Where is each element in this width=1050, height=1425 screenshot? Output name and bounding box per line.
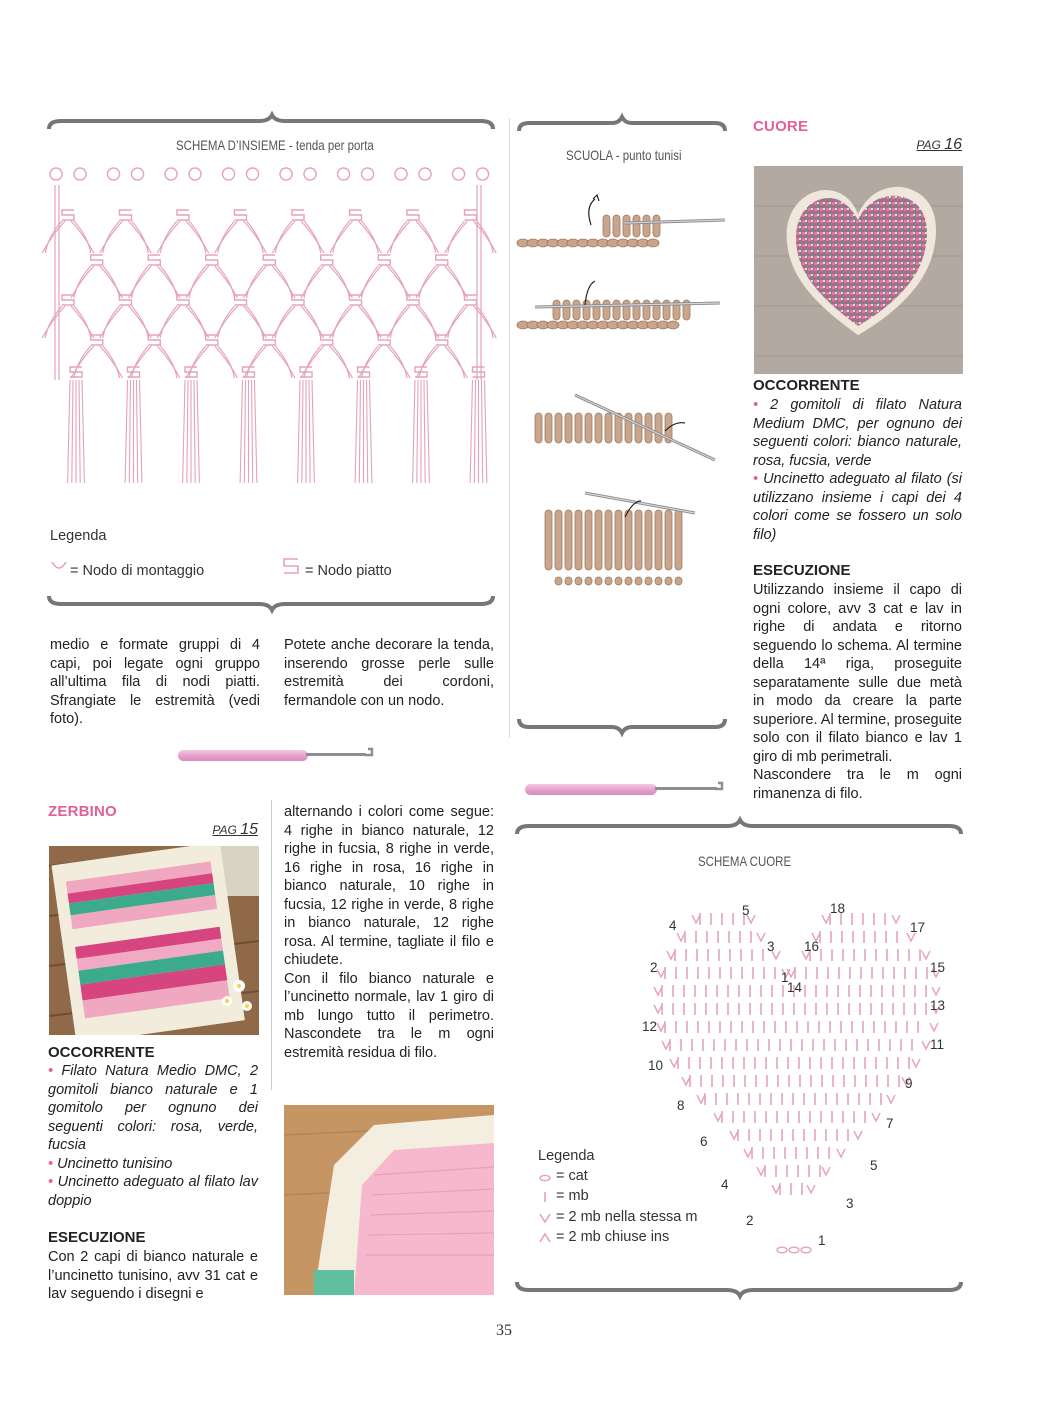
chain-mark [801,1247,811,1253]
row-number: 5 [742,903,750,918]
left-legend-title: Legenda [50,528,107,544]
cuore-occorrente-list [753,396,962,544]
zerbino-occorrente-item [48,1173,258,1210]
schema-cuore-bottom-bracket [515,1280,965,1300]
row-number: 10 [648,1058,664,1073]
curtain-diagram [45,175,495,495]
schema-cuore-title: SCHEMA CUORE [698,853,792,869]
mounting-knot [280,168,316,180]
crochet-hook-illustration [176,740,376,770]
flat-knot [292,210,304,220]
left-panel-title: SCHEMA D’INSIEME - tenda per porta [176,137,374,153]
left-legend-item-2: = Nodo piatto [305,563,392,579]
cuore-heading: CUORE [753,118,809,135]
row-number: 5 [870,1158,878,1173]
flat-knot [350,210,362,220]
zerbino-occorrente-item [48,1062,258,1155]
flat-knot [436,255,448,265]
mounting-knot [50,168,86,180]
row-number: 1 [781,970,789,985]
left-panel-bottom-bracket [47,594,497,614]
tenda-text-col1: medio e formate gruppi di 4 capi, poi legate ogni gruppo all’ultima fila di nodi piatti. Sfrangiate le estremità (vedi foto). [50,637,260,727]
row-number: 4 [669,918,677,933]
row-number: 18 [830,901,846,916]
flat-knot [62,210,74,220]
flat-knot [407,210,419,220]
flat-knot [378,255,390,265]
tenda-text-col2: Potete anche decorare la tenda, inserendo grosse perle sulle estremità dei cordoni, fermandole con un nodo. [284,637,494,709]
cuore-occorrente-item-2: Uncinetto adeguato al filato (si utilizzano insieme i capi dei 4 colori come se fossero un solo filo) [753,471,962,543]
cuore-occorrente-item [753,470,962,544]
single-crochet-icon [538,1190,552,1204]
zerbino-page-ref [200,821,258,839]
row-number: 3 [846,1196,854,1211]
mounting-knot [223,168,259,180]
row-number: 17 [910,920,926,935]
row-number: 13 [930,998,946,1013]
chain-mark [777,1247,787,1253]
cuore-occorrente-item [753,396,962,470]
row-number: 12 [642,1019,658,1034]
zerbino-pag-num: 15 [240,821,258,838]
row-number: 16 [804,939,820,954]
left-panel-top-bracket [47,113,497,133]
flat-knot [321,255,333,265]
zerbino-occorrente-heading: OCCORRENTE [48,1044,155,1061]
cuore-esecuzione-paragraph-2: Nascondere tra le m ogni rimanenza di filo. [753,767,962,802]
heart-legend-item-3: = 2 mb nella stessa m [556,1209,698,1225]
heart-legend-title: Legenda [538,1148,595,1164]
bullet-icon: • [48,1174,54,1190]
bullet-icon: • [48,1063,54,1079]
zerbino-esecuzione-heading: ESECUZIONE [48,1229,146,1246]
mounting-knot [338,168,374,180]
zerbino-col2-paragraph-1: alternando i colori come segue: 4 righe in bianco naturale, 12 righe in fucsia, 8 righe in verde, 16 righe in rosa, 16 righe in bianco naturale, 10 righe in fucsia, 12 righe in verde, 8 righe in bianco naturale, 12 righe rosa. Al termine, tagliate il filo e chiudete. [284,804,494,968]
row-number: 1 [818,1233,826,1248]
tunisian-stitch-steps [515,185,725,585]
flat-knot [120,210,132,220]
mounting-knot-icon [50,560,68,574]
cuore-esecuzione-paragraph-1: Utilizzando insieme il capo di ogni colore, avv 3 cat e lav in righe di andata e ritorno seguendo lo schema. Al termine della 14ª riga, proseguite separatamente sulle due metà in modo da creare la parte superiore. Al termine, proseguite solo con il filato bianco e lav 1 giro di mb perimetrali. [753,582,962,765]
heart-legend-item-1: = cat [556,1168,588,1184]
scuola-bottom-bracket [517,717,729,737]
mounting-knot [395,168,431,180]
zerbino-occorrente-item [48,1155,258,1174]
flat-knot-icon [282,557,302,575]
mounting-knot [453,168,489,180]
heart-chart [630,895,970,1255]
cuore-pag-label: PAG [916,138,941,152]
flat-knot [465,210,477,220]
row-number: 7 [886,1116,894,1131]
cuore-esecuzione-text [753,581,962,803]
panel-divider [509,118,510,738]
schema-cuore-top-bracket [515,818,965,838]
zerbino-occorrente-item-1: Filato Natura Medio DMC, 2 gomitoli bianco naturale e 1 gomitolo per ognuno dei seguenti colori: rosa, verde, fucsia [48,1063,259,1153]
flat-knot [91,255,103,265]
flat-knot [473,367,485,377]
zerbino-occorrente-item-2: Uncinetto tunisino [57,1155,173,1172]
flat-knot [177,210,189,220]
zerbino-col2-paragraph-2: Con il filo bianco naturale e l’uncinetto normale, lav 1 giro di mb lungo tutto il perimetro. Nascondete tra le m ogni estremità residua di filo. [284,970,494,1061]
tunisian-closeup-photo [284,1105,494,1295]
mounting-knot [108,168,144,180]
row-number: 4 [721,1177,729,1192]
row-number: 2 [746,1213,754,1228]
crochet-hook-illustration-2 [523,775,728,805]
row-number: 14 [787,980,803,995]
zerbino-col2-text [284,803,494,1062]
row-number: 6 [700,1134,708,1149]
row-number: 11 [930,1037,945,1052]
zerbino-occorrente-list [48,1062,258,1210]
flat-knot [206,255,218,265]
row-number: 15 [930,960,946,975]
chain-icon [538,1174,552,1182]
chain-mark [789,1247,799,1253]
flat-knot [263,255,275,265]
flat-knot [235,210,247,220]
cuore-pag-num: 16 [944,136,962,153]
decrease-icon [538,1231,552,1245]
cuore-occorrente-heading: OCCORRENTE [753,377,860,394]
cuore-page-ref [900,136,962,154]
zerbino-esecuzione-text: Con 2 capi di bianco naturale e l’uncinetto tunisino, avv 31 cat e lav seguendo i disegni e [48,1249,258,1302]
mounting-knot [165,168,201,180]
doormat-photo [49,846,259,1035]
zerbino-heading: ZERBINO [48,803,117,820]
row-number: 8 [677,1098,685,1113]
page-number: 35 [496,1322,512,1339]
flat-knot [148,255,160,265]
bullet-icon: • [753,397,759,413]
bullet-icon: • [753,471,759,487]
zerbino-pag-label: PAG [212,823,237,837]
row-number: 9 [905,1076,913,1091]
cuore-esecuzione-heading: ESECUZIONE [753,562,851,579]
scuola-title: SCUOLA - punto tunisi [566,147,682,163]
heart-legend-item-2: = mb [556,1188,589,1204]
bullet-icon: • [48,1155,54,1172]
increase-icon [538,1211,552,1225]
row-number: 2 [650,960,658,975]
zerbino-occorrente-item-3: Uncinetto adeguato al filato lav doppio [48,1174,258,1209]
heart-photo [754,166,963,374]
cuore-occorrente-item-1: 2 gomitoli di filato Natura Medium DMC, per ognuno dei seguenti colori: bianco naturale, rosa, fucsia, verde [753,397,962,469]
row-number: 3 [767,939,775,954]
heart-legend-item-4: = 2 mb chiuse ins [556,1229,670,1245]
scuola-top-bracket [517,115,729,135]
left-legend-item-1: = Nodo di montaggio [70,563,205,579]
column-divider [271,800,272,1090]
